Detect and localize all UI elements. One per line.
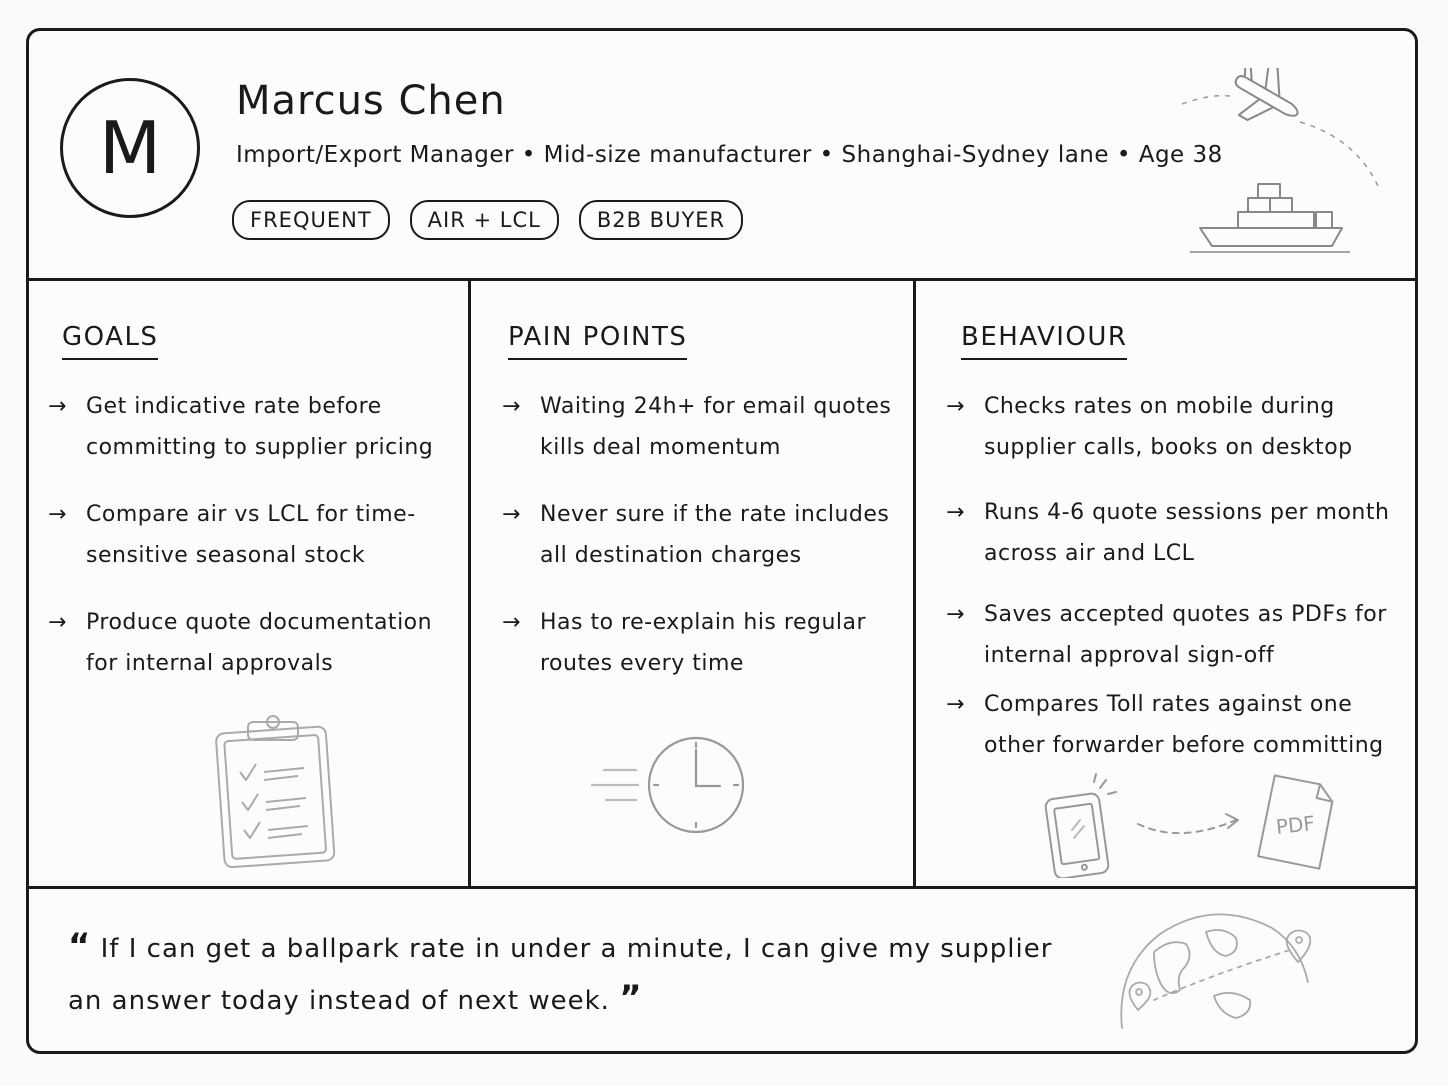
list-item [48, 602, 448, 684]
behaviour-text: Saves accepted quotes as PDFs for internal approval sign-off [984, 602, 1387, 668]
pdf-label: PDF [1274, 811, 1317, 840]
clipboard-icon [214, 714, 340, 870]
behaviour-list [946, 386, 1394, 766]
goals-list [48, 386, 448, 684]
persona-subtitle: Import/Export Manager • Mid-size manufacturer • Shanghai-Sydney lane • Age 38 [236, 142, 1223, 168]
list-item [946, 386, 1394, 468]
goal-text: Get indicative rate before committing to supplier pricing [86, 394, 434, 460]
arrow-icon: → [502, 502, 521, 527]
persona-name: Marcus Chen [236, 78, 506, 124]
arrow-icon: → [946, 692, 965, 717]
tag-frequent: FREQUENT [232, 200, 390, 240]
arrow-icon: → [48, 610, 67, 635]
behaviour-text: Runs 4-6 quote sessions per month across air and LCL [984, 500, 1390, 566]
plane-ship-icon [1170, 68, 1390, 258]
goal-text: Compare air vs LCL for time-sensitive seasonal stock [86, 502, 416, 568]
avatar: M [60, 78, 200, 218]
globe-icon [1114, 904, 1320, 1032]
list-item [502, 386, 894, 468]
list-item [946, 594, 1394, 676]
tag-list [232, 200, 743, 240]
clock-icon [586, 734, 750, 836]
header-divider [26, 278, 1418, 281]
arrow-icon: → [946, 500, 965, 525]
list-item [502, 494, 894, 576]
arrow-icon: → [502, 610, 521, 635]
arrow-icon: → [946, 602, 965, 627]
pain-points-title: PAIN POINTS [508, 322, 687, 360]
pain-point-text: Never sure if the rate includes all destination charges [540, 502, 890, 568]
pain-points-list [502, 386, 894, 684]
arrow-icon: → [48, 394, 67, 419]
column-divider-2 [913, 280, 916, 888]
list-item [502, 602, 894, 684]
open-quote-mark: “ [68, 926, 92, 966]
column-divider-1 [468, 280, 471, 888]
pain-point-text: Waiting 24h+ for email quotes kills deal momentum [540, 394, 892, 460]
arrow-icon: → [946, 394, 965, 419]
persona-quote [68, 922, 1078, 1026]
close-quote-mark: ” [619, 978, 643, 1018]
behaviour-title: BEHAVIOUR [961, 322, 1127, 360]
tag-air-lcl: AIR + LCL [410, 200, 559, 240]
phone-to-pdf-icon [1040, 772, 1340, 878]
arrow-icon: → [48, 502, 67, 527]
footer-divider [26, 886, 1418, 889]
pain-point-text: Has to re-explain his regular routes every time [540, 610, 867, 676]
arrow-icon: → [502, 394, 521, 419]
goals-title: GOALS [62, 322, 158, 360]
tag-b2b-buyer: B2B BUYER [579, 200, 743, 240]
list-item [946, 492, 1394, 574]
list-item [48, 494, 448, 576]
list-item [946, 684, 1394, 766]
goal-text: Produce quote documentation for internal approvals [86, 610, 433, 676]
list-item [48, 386, 448, 468]
behaviour-text: Compares Toll rates against one other forwarder before committing [984, 692, 1384, 758]
behaviour-text: Checks rates on mobile during supplier calls, books on desktop [984, 394, 1353, 460]
quote-text: If I can get a ballpark rate in under a minute, I can give my supplier an answer today instead of next week. [68, 934, 1053, 1016]
